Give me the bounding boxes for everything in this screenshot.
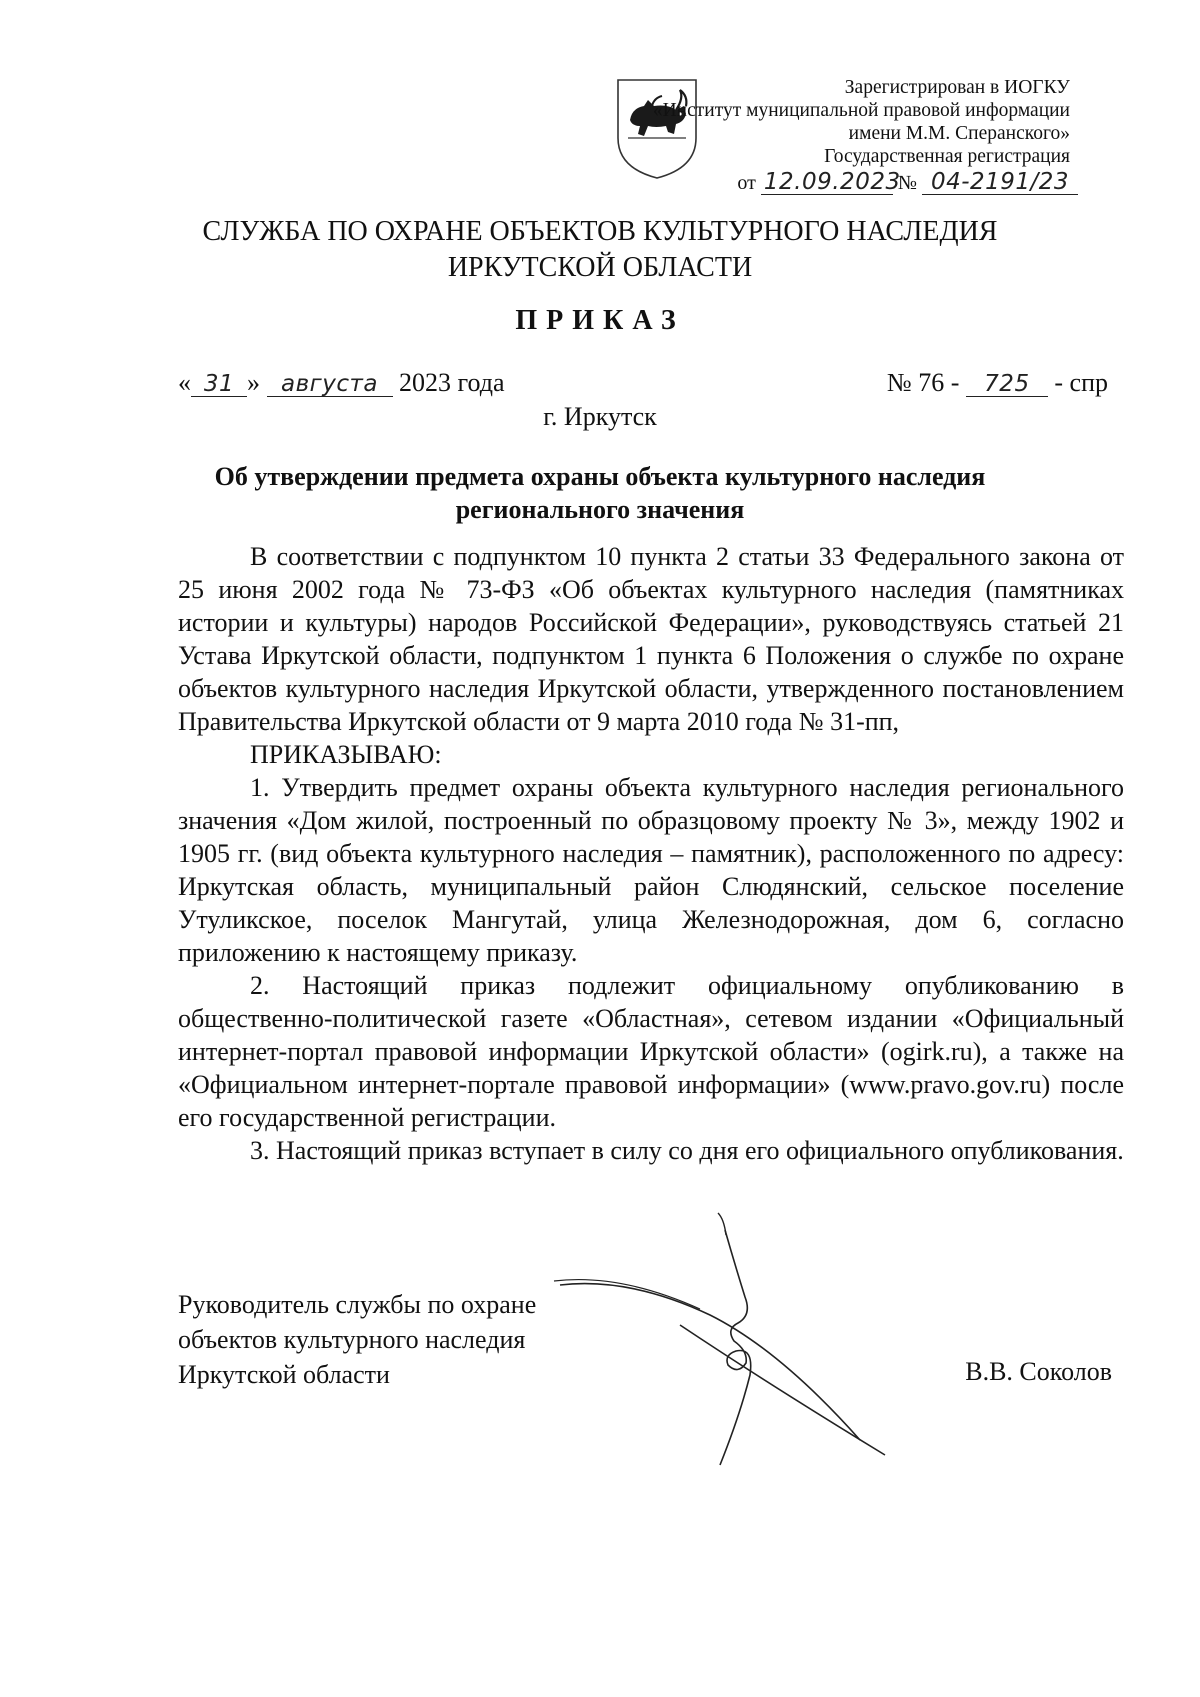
subject-line-1: Об утверждении предмета охраны объекта культурного наследия: [214, 462, 986, 491]
signatory-role: [178, 1287, 536, 1392]
handwritten-signature-icon: [540, 1205, 940, 1505]
order-number-prefix: № 76 -: [886, 368, 960, 397]
order-number-suffix: - спр: [1054, 368, 1108, 397]
organization-line-1: СЛУЖБА ПО ОХРАНЕ ОБЪЕКТОВ КУЛЬТУРНОГО НАСЛЕДИЯ: [202, 216, 998, 247]
registration-line-4: Государственная регистрация: [824, 146, 1070, 167]
registration-number: 04-2191/23: [922, 170, 1078, 195]
registration-number-line: [737, 170, 1078, 195]
preamble-paragraph: В соответствии с подпунктом 10 пункта 2 статьи 33 Федерального закона от 25 июня 2002 года № 73-ФЗ «Об объектах культурного наследия (памятниках истории и культуры) народов Российской Федерации», руководствуясь статьей 21 Устава Иркутской области, подпунктом 1 пункта 6 Положения о службе по охране объектов культурного наследия Иркутской области, утвержденного постановлением Правительства Иркутской области от 9 марта 2010 года № 31-пп,: [178, 542, 1124, 736]
signatory-role-line-2: объектов культурного наследия: [178, 1325, 526, 1354]
order-body: [178, 540, 1124, 1167]
registration-from-label: от: [737, 172, 756, 194]
registration-line-2: «Институт муниципальной правовой информации: [652, 100, 1070, 121]
order-city: г. Иркутск: [543, 402, 657, 431]
order-date: [178, 368, 505, 398]
order-year: 2023 года: [399, 368, 505, 397]
signatory-name: В.В. Соколов: [965, 1357, 1112, 1386]
item-2-paragraph: 2. Настоящий приказ подлежит официальному опубликованию в общественно-политической газете «Областная», сетевом издании «Официальный интернет-портал правовой информации Иркутской области» (ogirk.ru), а также на «Официальном интернет-портале правовой информации» (www.pravo.gov.ru) после его государственной регистрации.: [178, 971, 1124, 1132]
registration-stamp: [653, 76, 1070, 168]
order-subject: [150, 460, 1050, 526]
order-month: августа: [267, 372, 393, 397]
signatory-role-line-3: Иркутской области: [178, 1360, 390, 1389]
registration-date: 12.09.2023: [761, 170, 893, 195]
organization-heading: [0, 214, 1200, 286]
organization-line-2: ИРКУТСКОЙ ОБЛАСТИ: [447, 252, 753, 283]
subject-line-2: регионального значения: [455, 495, 745, 524]
document-type-title: ПРИКАЗ: [515, 305, 685, 336]
order-day: 31: [191, 372, 247, 397]
signatory-role-line-1: Руководитель службы по охране: [178, 1290, 537, 1319]
registration-line-3: имени М.М. Сперанского»: [848, 123, 1070, 144]
order-number: [887, 368, 1108, 398]
item-1-paragraph: 1. Утвердить предмет охраны объекта культурного наследия регионального значения «Дом жилой, построенный по образцовому проекту № 3», между 1902 и 1905 гг. (вид объекта культурного наследия – памятник), расположенного по адресу: Иркутская область, муниципальный район Слюдянский, сельское поселение Утуликское, поселок Мангутай, улица Железнодорожная, дом 6, согласно приложению к настоящему приказу.: [178, 773, 1124, 967]
registration-line-1: Зарегистрирован в ИОГКУ: [844, 77, 1070, 98]
quote-open: «: [178, 368, 191, 397]
order-word: ПРИКАЗЫВАЮ:: [250, 740, 442, 769]
registration-number-label: №: [897, 172, 917, 194]
item-3-paragraph: 3. Настоящий приказ вступает в силу со дня его официального опубликования.: [250, 1136, 1124, 1165]
order-number-handwritten: 725: [966, 372, 1048, 397]
quote-close: »: [247, 368, 260, 397]
